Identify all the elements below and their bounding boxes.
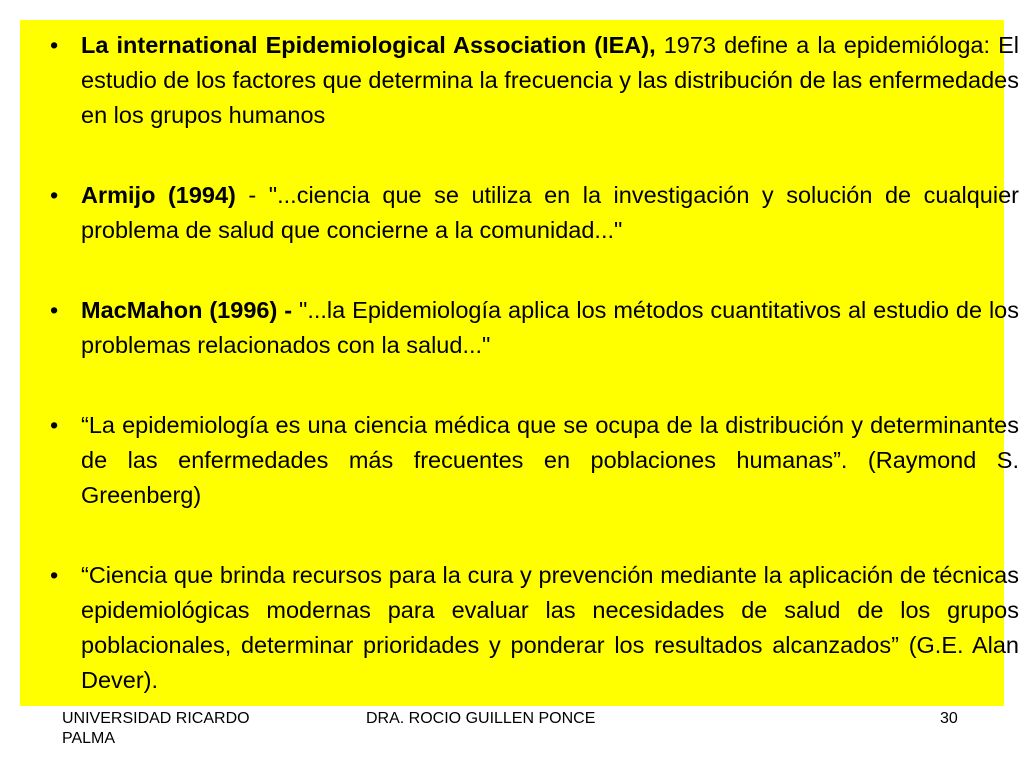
bullet-body: - "...ciencia que se utiliza en la investigación y solución de cualquier problema de salud que concierne a la comunidad...": [81, 182, 1019, 243]
bullet-dever-definition: [40, 558, 1019, 698]
bullet-author: La international Epidemiological Association (IEA),: [81, 32, 656, 58]
footer-author: DRA. ROCIO GUILLEN PONCE: [366, 710, 596, 727]
bullet-dot: •: [50, 32, 59, 58]
bullet-body: “La epidemiología es una ciencia médica que se ocupa de la distribución y determinantes de las enfermedades más frecuentes en poblaciones humanas”. (Raymond S. Greenberg): [81, 412, 1019, 508]
bullet-author: MacMahon (1996) -: [81, 297, 293, 323]
bullet-dot: •: [50, 297, 59, 323]
bullet-dot: •: [50, 182, 59, 208]
bullet-body: "...la Epidemiología aplica los métodos cuantitativos al estudio de los problemas relacionados con la salud...": [81, 297, 1020, 358]
bullet-body: “Ciencia que brinda recursos para la cura y prevención mediante la aplicación de técnicas epidemiológicas modernas para evaluar las necesidades de salud de los grupos poblacionales, determinar prioridades y ponderar los resultados alcanzados” (G.E. Alan Dever).: [81, 562, 1019, 693]
bullet-text: [81, 558, 1019, 698]
bullet-text: [81, 293, 1019, 363]
bullet-greenberg-definition: [40, 408, 1019, 513]
content-box: [20, 20, 1020, 706]
bullet-text: [81, 408, 1019, 513]
bullet-armijo-definition: [40, 178, 1019, 248]
bullet-dot: •: [50, 412, 59, 438]
bullet-dot: •: [50, 562, 59, 588]
footer-page-number: 30: [940, 710, 958, 727]
footer-university: UNIVERSIDAD RICARDO PALMA: [62, 710, 250, 747]
bullet-author: Armijo (1994): [81, 182, 236, 208]
bullet-macmahon-definition: [40, 293, 1020, 363]
bullet-iea-definition: [40, 28, 1020, 133]
bullet-body: 1973 define a la epidemióloga: El estudio de los factores que determina la frecuencia y las distribución de las enfermedades en los grupos humanos: [81, 32, 1020, 128]
bullet-text: [81, 28, 1019, 133]
bullet-text: [81, 178, 1019, 248]
